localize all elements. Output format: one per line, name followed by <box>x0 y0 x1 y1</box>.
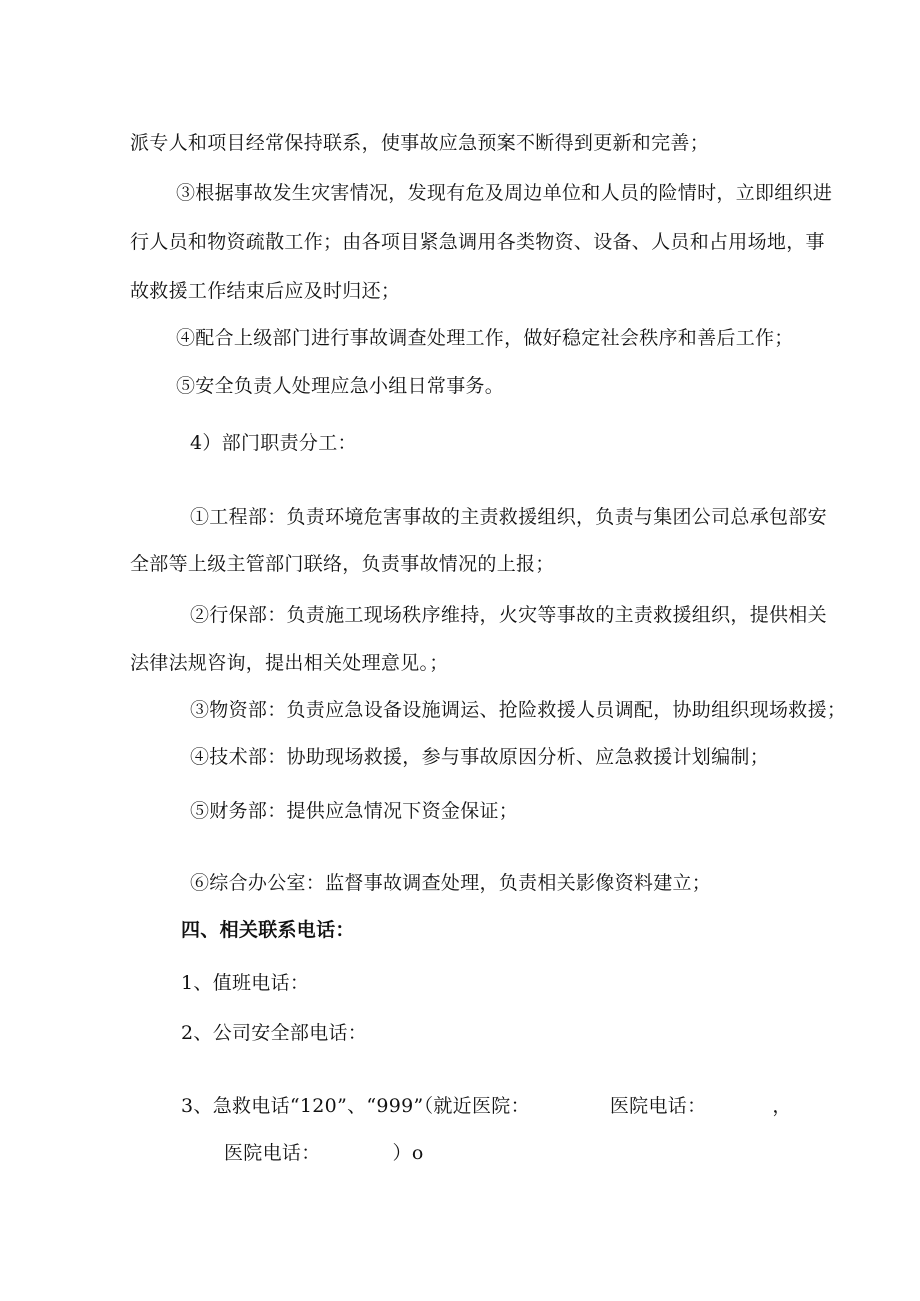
paragraph-line: ③根据事故发生灾害情况，发现有危及周边单位和人员的险情时，立即组织进 <box>176 182 833 204</box>
phone-item-text: ）o <box>392 1142 424 1164</box>
paragraph-line: 故救援工作结束后应及时归还； <box>130 280 401 302</box>
paragraph-line: ③物资部：负责应急设备设施调运、抢险救援人员调配，协助组织现场救援； <box>190 699 847 721</box>
phone-item-text: ， <box>772 1095 792 1117</box>
paragraph-line: ①工程部：负责环境危害事故的主责救援组织，负责与集团公司总承包部安 <box>190 506 827 528</box>
paragraph-line: ⑤安全负责人处理应急小组日常事务。 <box>176 375 505 397</box>
phone-item-text: 3、急救电话“120”、“999”（就近医院： <box>181 1095 530 1117</box>
paragraph-line: ⑥综合办公室：监督事故调查处理，负责相关影像资料建立； <box>190 872 712 894</box>
phone-item <box>181 1094 792 1118</box>
paragraph-line: 派专人和项目经常保持联系，使事故应急预案不断得到更新和完善； <box>130 132 710 154</box>
phone-item-continuation <box>224 1141 424 1165</box>
phone-item: 2、公司安全部电话： <box>181 1022 368 1044</box>
section-heading: 四、相关联系电话： <box>181 919 355 941</box>
phone-item-text: 医院电话： <box>609 1095 707 1117</box>
phone-item-text: 医院电话： <box>224 1142 321 1164</box>
paragraph-line: ④技术部：协助现场救援，参与事故原因分析、应急救援计划编制； <box>190 746 770 768</box>
phone-item: 1、值班电话： <box>181 972 310 994</box>
paragraph-line: 行人员和物资疏散工作；由各项目紧急调用各类物资、设备、人员和占用场地，事 <box>130 231 825 253</box>
paragraph-line: ⑤财务部：提供应急情况下资金保证； <box>190 800 519 822</box>
paragraph-line: 全部等上级主管部门联络，负责事故情况的上报； <box>130 553 555 575</box>
paragraph-line: ②行保部：负责施工现场秩序维持，火灾等事故的主责救援组织，提供相关 <box>190 604 827 626</box>
section-subheading: 4）部门职责分工： <box>190 432 357 454</box>
paragraph-line: 法律法规咨询，提出相关处理意见。； <box>130 652 449 674</box>
paragraph-line: ④配合上级部门进行事故调查处理工作，做好稳定社会秩序和善后工作； <box>176 327 794 349</box>
